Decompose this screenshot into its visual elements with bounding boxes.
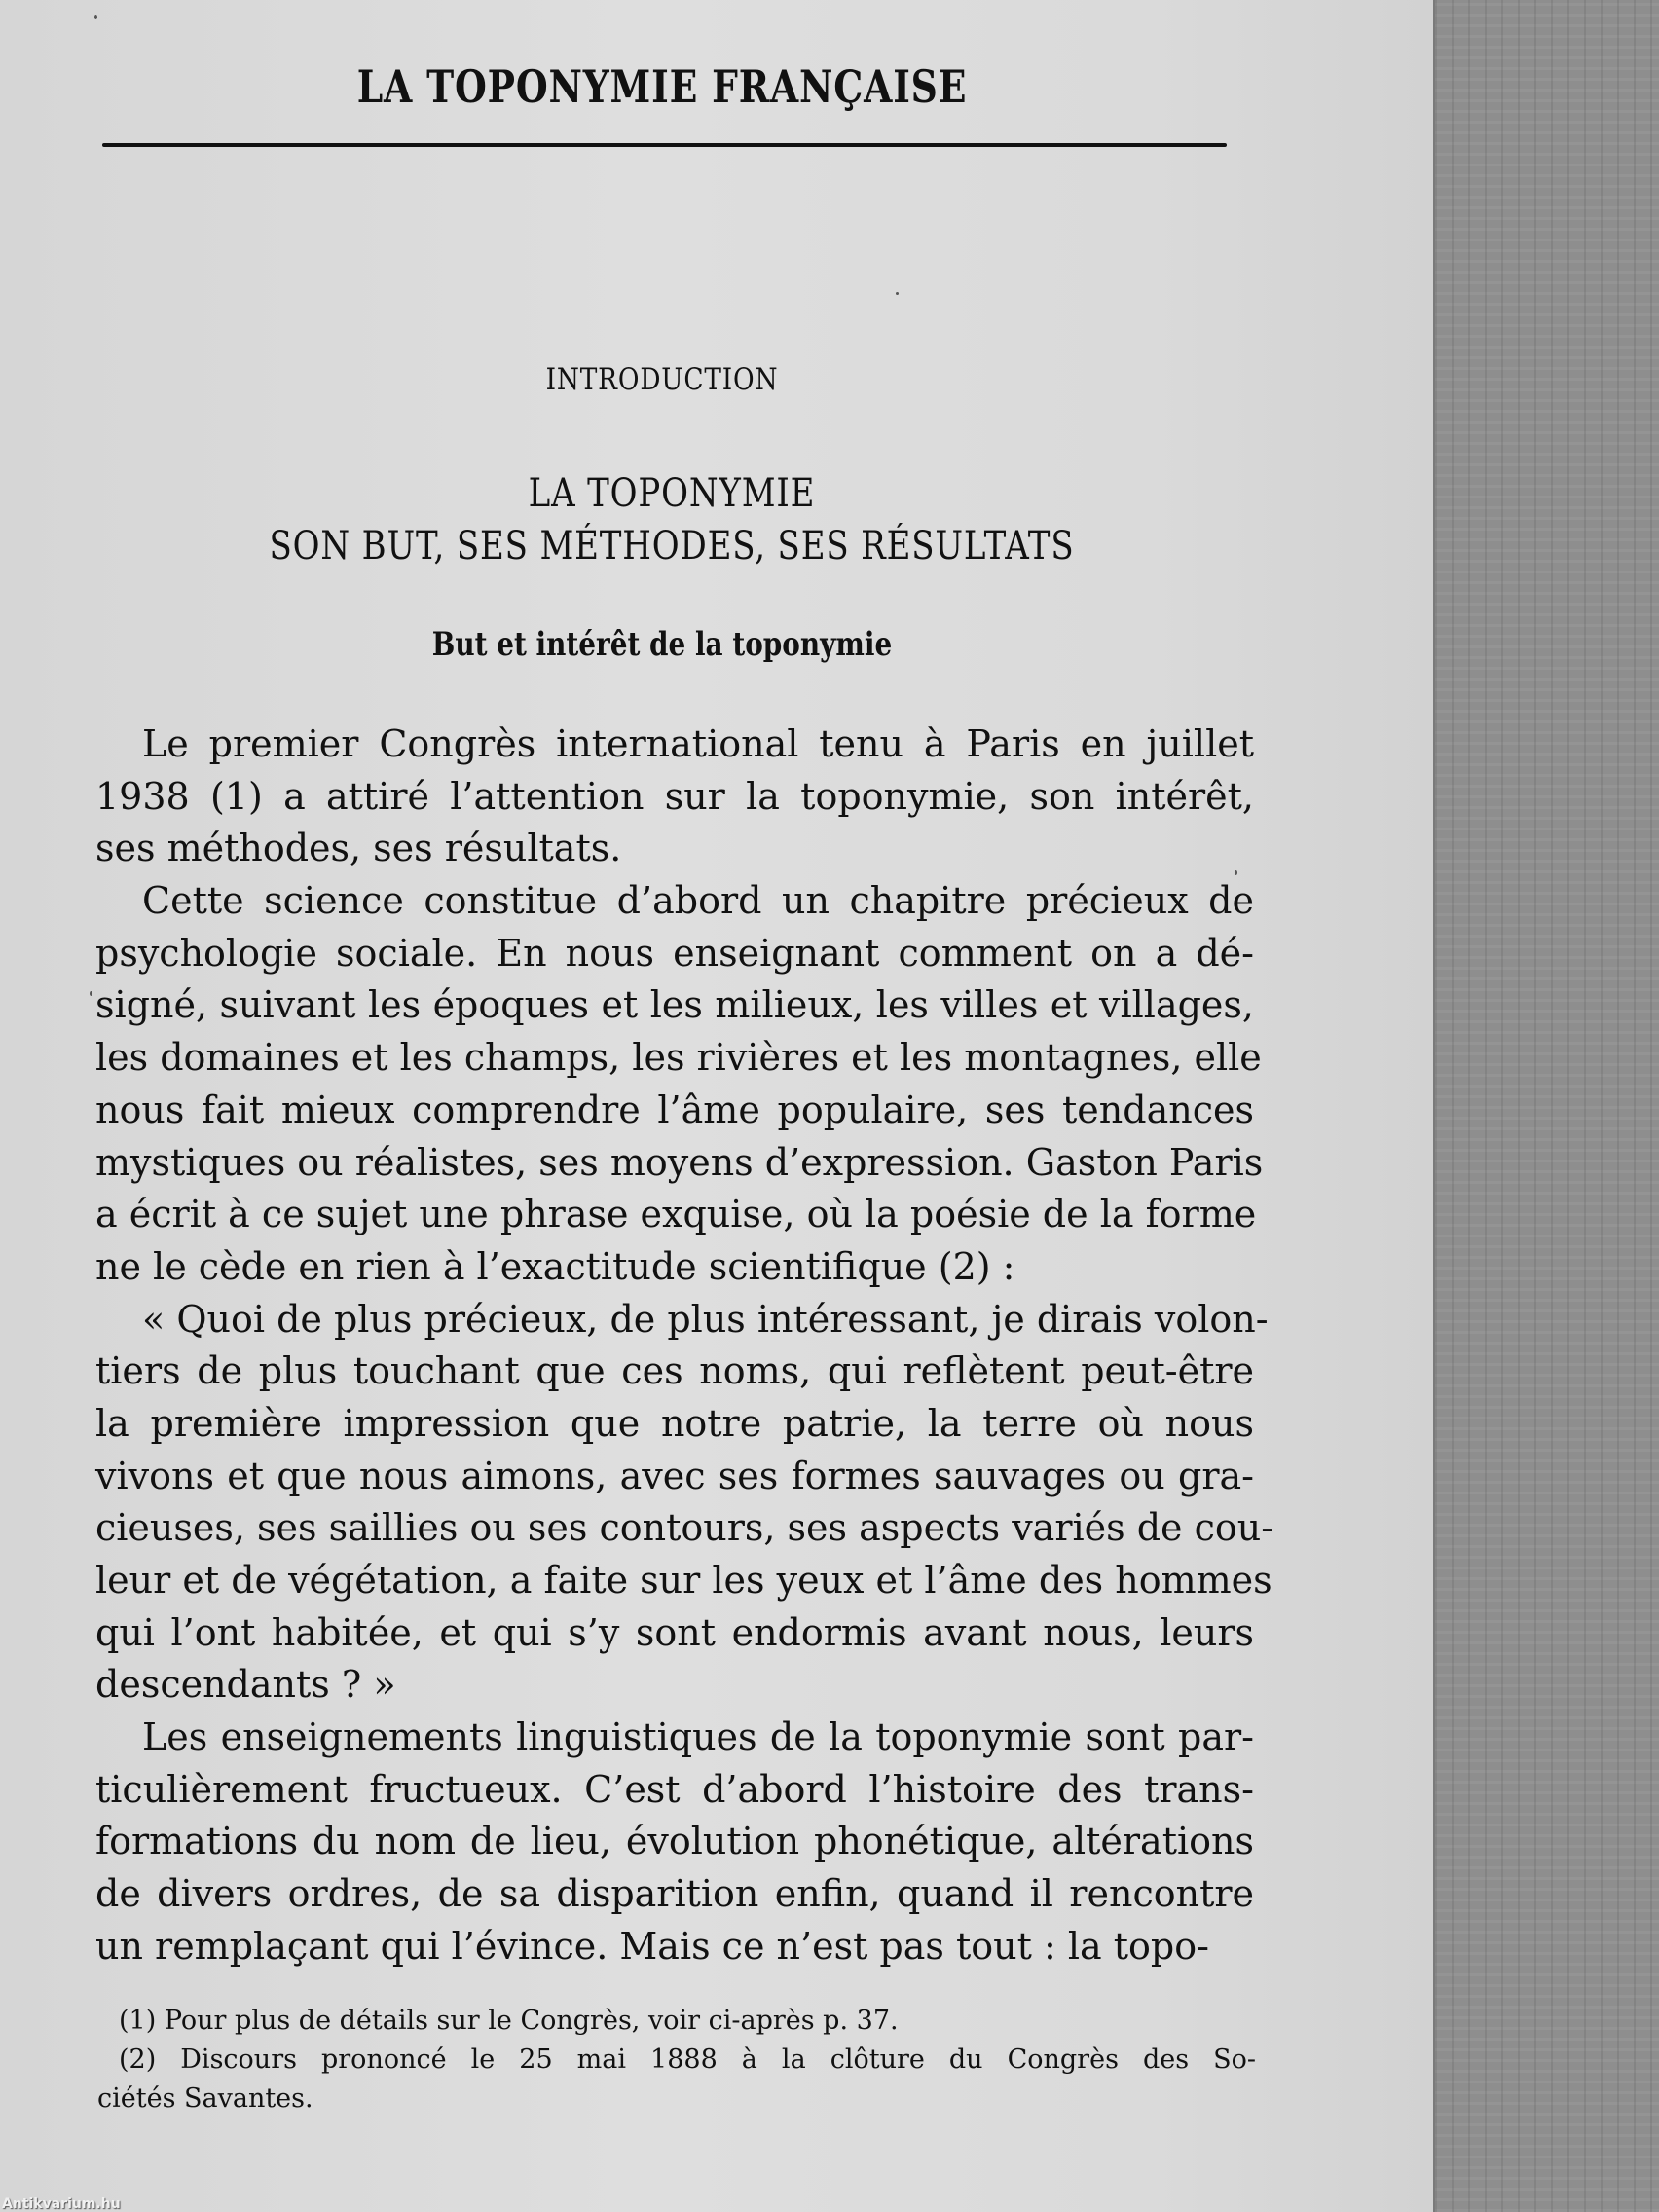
chapter-title-line: SON BUT, SES MÉTHODES, SES RÉSULTATS (269, 524, 1075, 569)
paper-speck (1235, 870, 1237, 875)
body-text (95, 719, 1274, 1973)
text-line: mystiques ou réalistes, ses moyens d’expression. Gaston Paris (95, 1140, 1264, 1184)
text-line: Les enseignements linguistiques de la toponymie sont par- (142, 1715, 1254, 1759)
header-rule (102, 143, 1227, 147)
footnote (97, 2002, 1256, 2041)
text-line: tiers de plus touchant que ces noms, qui reflètent peut-être (95, 1349, 1254, 1393)
footnotes (97, 2002, 1256, 2119)
text-line: Le premier Congrès international tenu à Paris en juillet (142, 722, 1254, 765)
footnote-line: (1) Pour plus de détails sur le Congrès, voir ci-après p. 37. (119, 2006, 899, 2036)
paragraph (95, 719, 1254, 875)
text-line: « Quoi de plus précieux, de plus intéressant, je dirais volon- (142, 1297, 1269, 1341)
text-line: descendants ? » (95, 1663, 396, 1707)
paragraph (95, 1712, 1254, 1972)
text-line: un remplaçant qui l’évince. Mais ce n’est pas tout : la topo- (95, 1924, 1209, 1968)
footnote-line: (2) Discours prononcé le 25 mai 1888 à la clôture du Congrès des So- (119, 2045, 1256, 2075)
text-line: cieuses, ses saillies ou ses contours, ses aspects variés de cou- (95, 1506, 1274, 1550)
text-line: psychologie sociale. En nous enseignant comment on a dé- (95, 931, 1254, 975)
text-line: leur et de végétation, a faite sur les yeux et l’âme des hommes (95, 1559, 1272, 1602)
watermark: Antikvarium.hu (2, 2196, 121, 2212)
book-spine-background (1433, 0, 1659, 2212)
chapter-title (58, 467, 1285, 572)
text-line: nous fait mieux comprendre l’âme populaire, ses tendances (95, 1088, 1254, 1131)
text-line: qui l’ont habitée, et qui s’y sont endormis avant nous, leurs (95, 1610, 1254, 1654)
paper-speck (896, 292, 899, 295)
text-line: Cette science constitue d’abord un chapitre précieux de (142, 879, 1254, 923)
text-line: ne le cède en rien à l’exactitude scientifique (2) : (95, 1244, 1015, 1288)
running-head: LA TOPONYMIE FRANÇAISE (356, 60, 968, 113)
text-line: la première impression que notre patrie, la terre où nous (95, 1401, 1254, 1445)
text-line: vivons et que nous aimons, avec ses formes sauvages ou gra- (95, 1454, 1254, 1497)
text-line: de divers ordres, de sa disparition enfin, quand il rencontre (95, 1872, 1254, 1916)
text-line: ses méthodes, ses résultats. (95, 827, 622, 870)
paragraph (95, 875, 1264, 1294)
text-line: formations du nom de lieu, évolution phonétique, altérations (95, 1820, 1254, 1863)
paper-speck (94, 15, 97, 19)
footnote (97, 2041, 1256, 2119)
text-line: ticulièrement fructueux. C’est d’abord l’histoire des trans- (95, 1767, 1254, 1811)
section-label: INTRODUCTION (545, 362, 779, 397)
text-line: les domaines et les champs, les rivières et les montagnes, elle (95, 1036, 1262, 1080)
text-line: a écrit à ce sujet une phrase exquise, où la poésie de la forme (95, 1193, 1257, 1236)
footnote-line: ciétés Savantes. (97, 2083, 313, 2114)
subsection-title: But et intérêt de la toponymie (431, 625, 893, 664)
paragraph (95, 1294, 1274, 1713)
chapter-title-line: LA TOPONYMIE (528, 471, 816, 516)
text-line: signé, suivant les époques et les milieux, les villes et villages, (95, 983, 1254, 1027)
text-line: 1938 (1) a attiré l’attention sur la toponymie, son intérêt, (95, 774, 1254, 818)
paper-speck (90, 991, 92, 996)
